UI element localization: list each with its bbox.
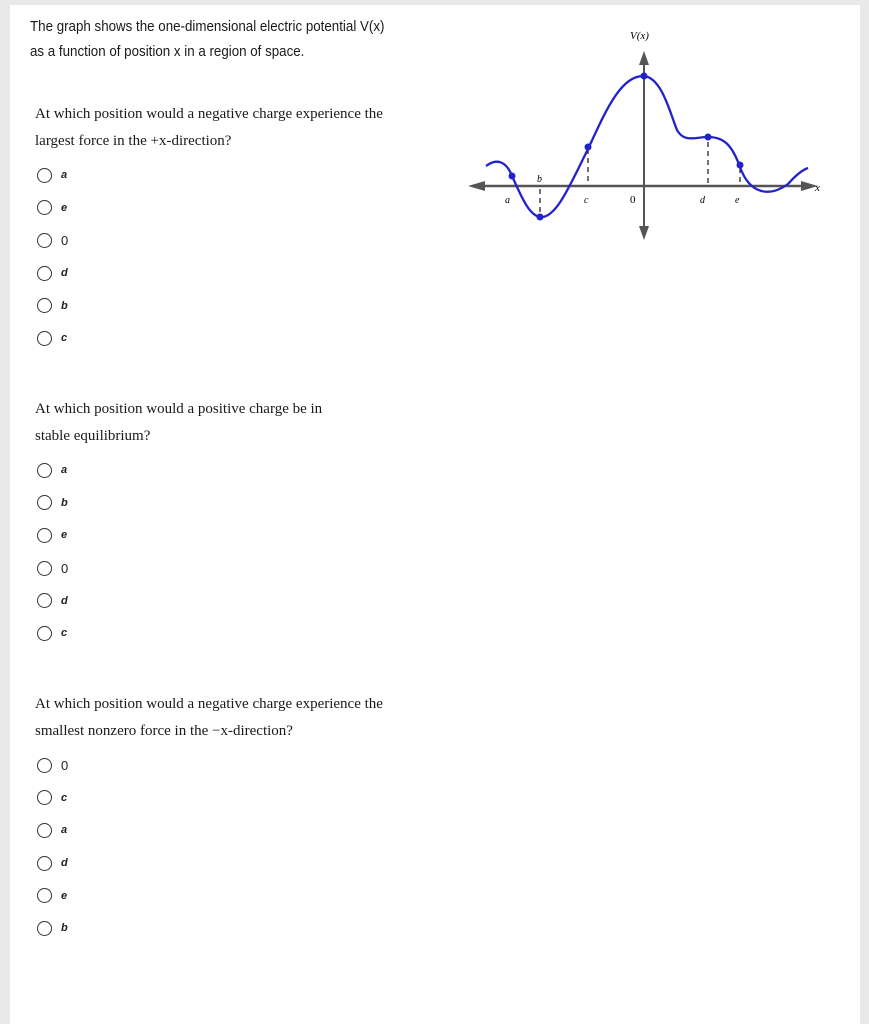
x-axis-left-arrow (468, 181, 485, 191)
q2-option[interactable] (35, 487, 455, 520)
radio-button[interactable] (37, 888, 52, 903)
q3-option[interactable] (35, 847, 455, 880)
radio-button[interactable] (37, 298, 52, 313)
radio-button[interactable] (37, 495, 52, 510)
position-label-b: b (537, 174, 542, 185)
q2-option[interactable] (35, 584, 455, 617)
q1-option[interactable] (35, 192, 455, 225)
radio-button[interactable] (37, 528, 52, 543)
y-axis-down-arrow (639, 226, 649, 240)
question-2 (35, 396, 455, 650)
radio-button[interactable] (37, 200, 52, 215)
option-label: b (61, 922, 68, 935)
option-label: d (61, 267, 68, 280)
q2-option[interactable] (35, 552, 455, 585)
option-label: a (61, 464, 68, 477)
radio-button[interactable] (37, 463, 52, 478)
question-1-text (35, 101, 455, 155)
option-label: e (61, 529, 68, 542)
question-2-options (35, 454, 455, 650)
question-2-text (35, 396, 455, 450)
radio-button[interactable] (37, 856, 52, 871)
q1-option[interactable] (35, 224, 455, 257)
q1-option[interactable] (35, 322, 455, 355)
q2-option[interactable] (35, 454, 455, 487)
question-3-text (35, 691, 455, 745)
radio-button[interactable] (37, 561, 52, 576)
option-label: e (61, 201, 68, 214)
point-0 (641, 73, 648, 80)
q3-option[interactable] (35, 749, 455, 782)
point-c (585, 144, 592, 151)
q3-option[interactable] (35, 912, 455, 945)
q1-option[interactable] (35, 289, 455, 322)
point-b (537, 214, 544, 221)
q3-option[interactable] (35, 879, 455, 912)
question-3-line-1: At which position would a negative charge experience the (35, 696, 383, 712)
position-label-c: c (584, 195, 589, 206)
q1-option[interactable] (35, 257, 455, 290)
option-label: d (61, 857, 68, 870)
option-label: e (61, 889, 68, 902)
option-label: d (61, 594, 68, 607)
option-label: c (61, 332, 68, 345)
option-label: a (61, 824, 68, 837)
radio-button[interactable] (37, 790, 52, 805)
radio-button[interactable] (37, 921, 52, 936)
potential-curve (486, 76, 808, 217)
position-label-d: d (700, 195, 705, 206)
option-label: 0 (61, 757, 69, 773)
q2-option[interactable] (35, 519, 455, 552)
radio-button[interactable] (37, 593, 52, 608)
radio-button[interactable] (37, 233, 52, 248)
point-d (705, 134, 712, 141)
point-e (737, 162, 744, 169)
question-1-options (35, 159, 455, 355)
question-3-options (35, 749, 455, 945)
point-a (509, 173, 516, 180)
option-label: c (61, 627, 68, 640)
radio-button[interactable] (37, 168, 52, 183)
option-label: 0 (61, 560, 69, 576)
intro-line-1: The graph shows the one-dimensional electric potential V(x) (30, 19, 385, 35)
position-label-a: a (505, 195, 510, 206)
question-3 (35, 691, 455, 945)
question-page (10, 5, 860, 1024)
question-2-line-2: stable equilibrium? (35, 428, 151, 444)
question-1 (35, 101, 455, 355)
option-label: b (61, 299, 68, 312)
option-label: 0 (61, 232, 69, 248)
y-axis-label: V(x) (630, 30, 649, 42)
option-label: b (61, 496, 68, 509)
position-label-0: 0 (630, 194, 636, 206)
radio-button[interactable] (37, 266, 52, 281)
q3-option[interactable] (35, 814, 455, 847)
radio-button[interactable] (37, 823, 52, 838)
option-label: a (61, 169, 68, 182)
option-label: c (61, 791, 68, 804)
question-1-line-1: At which position would a negative charge experience the (35, 106, 383, 122)
question-2-line-1: At which position would a positive charge be in (35, 401, 323, 417)
question-3-line-2: smallest nonzero force in the −x-direction? (35, 723, 293, 739)
position-label-e: e (735, 195, 740, 206)
radio-button[interactable] (37, 626, 52, 641)
q3-option[interactable] (35, 782, 455, 815)
radio-button[interactable] (37, 331, 52, 346)
x-axis-label: x (815, 182, 820, 194)
q2-option[interactable] (35, 617, 455, 650)
radio-button[interactable] (37, 758, 52, 773)
intro-line-2: as a function of position x in a region of space. (30, 44, 305, 60)
q1-option[interactable] (35, 159, 455, 192)
y-axis-up-arrow (639, 51, 649, 65)
question-1-line-2: largest force in the +x-direction? (35, 133, 232, 149)
